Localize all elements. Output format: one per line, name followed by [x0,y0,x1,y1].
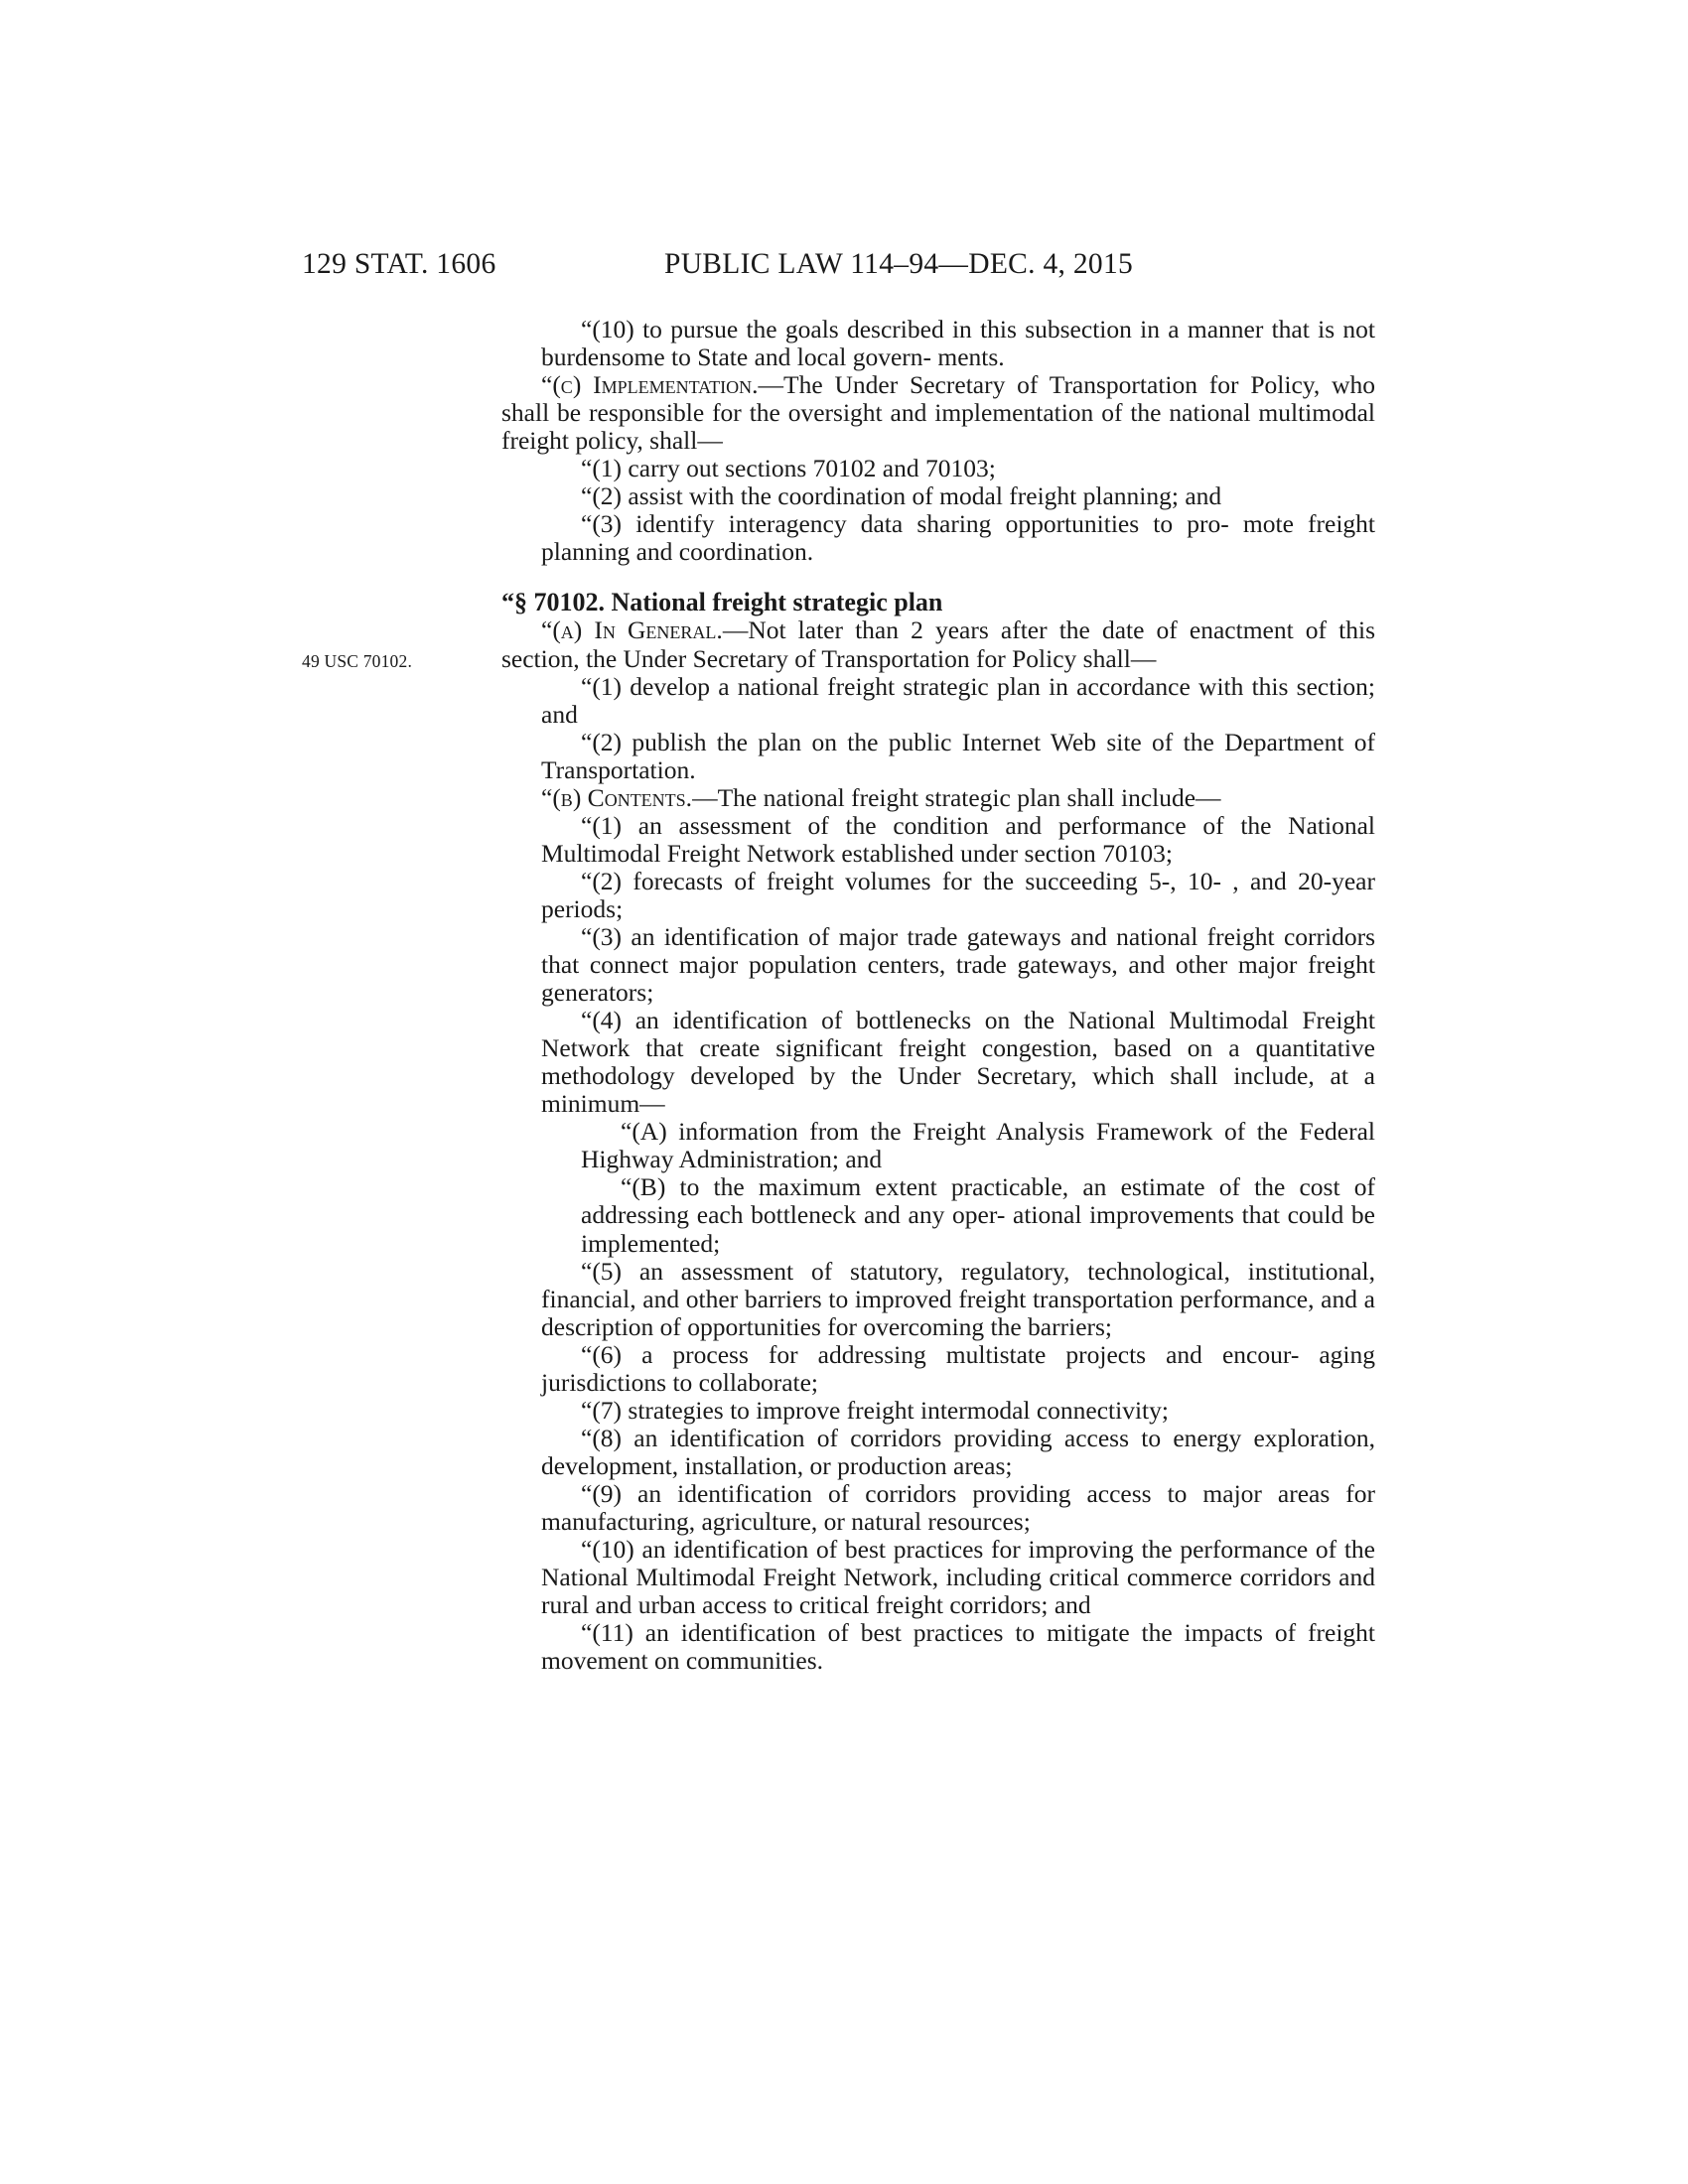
paragraph: “(5) an assessment of statutory, regulatory, technological, institutional, financial, and other barriers to improved freight transportation performance, and a description of opportunities for overcoming the barriers; [541,1256,1375,1341]
paragraph-text: —Not later than 2 years after the date of enactment of this section, the Under Secretary of Transportation for Policy shall— [501,615,1376,673]
subsection-heading: “(a) In General. [541,615,723,645]
paragraph: “(3) identify interagency data sharing opportunities to pro- mote freight planning and coordination. [541,509,1375,567]
paragraph: “(3) an identification of major trade gateways and national freight corridors that connect major population centers, trade gateways, and other major freight generators; [541,921,1375,1008]
subsection-heading: “(b) Contents. [541,782,693,812]
paragraph-subsection-c [501,371,1375,455]
paragraph-subsection-a [501,616,1375,672]
paragraph: “(10) to pursue the goals described in this subsection in a manner that is not burdensome to State and local govern- ments. [541,315,1375,372]
section-heading: “§ 70102. National freight strategic plan [501,588,943,617]
paragraph: “(1) develop a national freight strategic plan in accordance with this section; and [541,671,1375,729]
paragraph: “(2) assist with the coordination of modal freight planning; and [581,481,1222,511]
paragraph: “(8) an identification of corridors providing access to energy exploration, development, installation, or production areas; [541,1423,1375,1480]
paragraph: “(9) an identification of corridors providing access to major areas for manufacturing, agriculture, or natural resources; [541,1478,1375,1536]
paragraph: “(2) publish the plan on the public Internet Web site of the Department of Transportation. [541,727,1375,784]
paragraph-text: —The Under Secretary of Transportation for Policy, who shall be responsible for the oversight and implementation of the national multimodal freight policy, shall— [501,370,1375,456]
margin-note-usc: 49 USC 70102. [302,651,413,671]
stat-citation: 129 STAT. 1606 [302,248,496,280]
paragraph: “(2) forecasts of freight volumes for the succeeding 5-, 10- , and 20-year periods; [541,866,1375,923]
subparagraph: “(A) information from the Freight Analysis Framework of the Federal Highway Administration; and [581,1117,1375,1174]
paragraph: “(1) an assessment of the condition and performance of the National Multimodal Freight Network established under section 70103; [541,810,1375,868]
subsection-heading: “(c) Implementation. [541,370,759,400]
paragraph: “(6) a process for addressing multistate projects and encour- aging jurisdictions to collaborate; [541,1339,1375,1397]
public-law-title: PUBLIC LAW 114–94—DEC. 4, 2015 [664,248,1134,280]
paragraph: “(7) strategies to improve freight intermodal connectivity; [581,1395,1169,1425]
paragraph-text: —The national freight strategic plan shall include— [692,782,1221,812]
paragraph: “(10) an identification of best practices for improving the performance of the National Multimodal Freight Network, including critical commerce corridors and rural and urban access to critical freight corridors; and [541,1535,1375,1620]
running-head [302,248,1196,288]
paragraph: “(11) an identification of best practices to mitigate the impacts of freight movement on communities. [541,1618,1375,1676]
subparagraph: “(B) to the maximum extent practicable, an estimate of the cost of addressing each bottleneck and any oper- ational improvements that could be implemented; [581,1172,1375,1258]
paragraph-subsection-b [501,784,1375,812]
body-text [501,316,1375,1675]
paragraph: “(1) carry out sections 70102 and 70103; [581,454,996,483]
paragraph: “(4) an identification of bottlenecks on the National Multimodal Freight Network that create significant freight congestion, based on a quantitative methodology developed by the Under Secretary, which shall include, at a minimum— [541,1006,1375,1119]
